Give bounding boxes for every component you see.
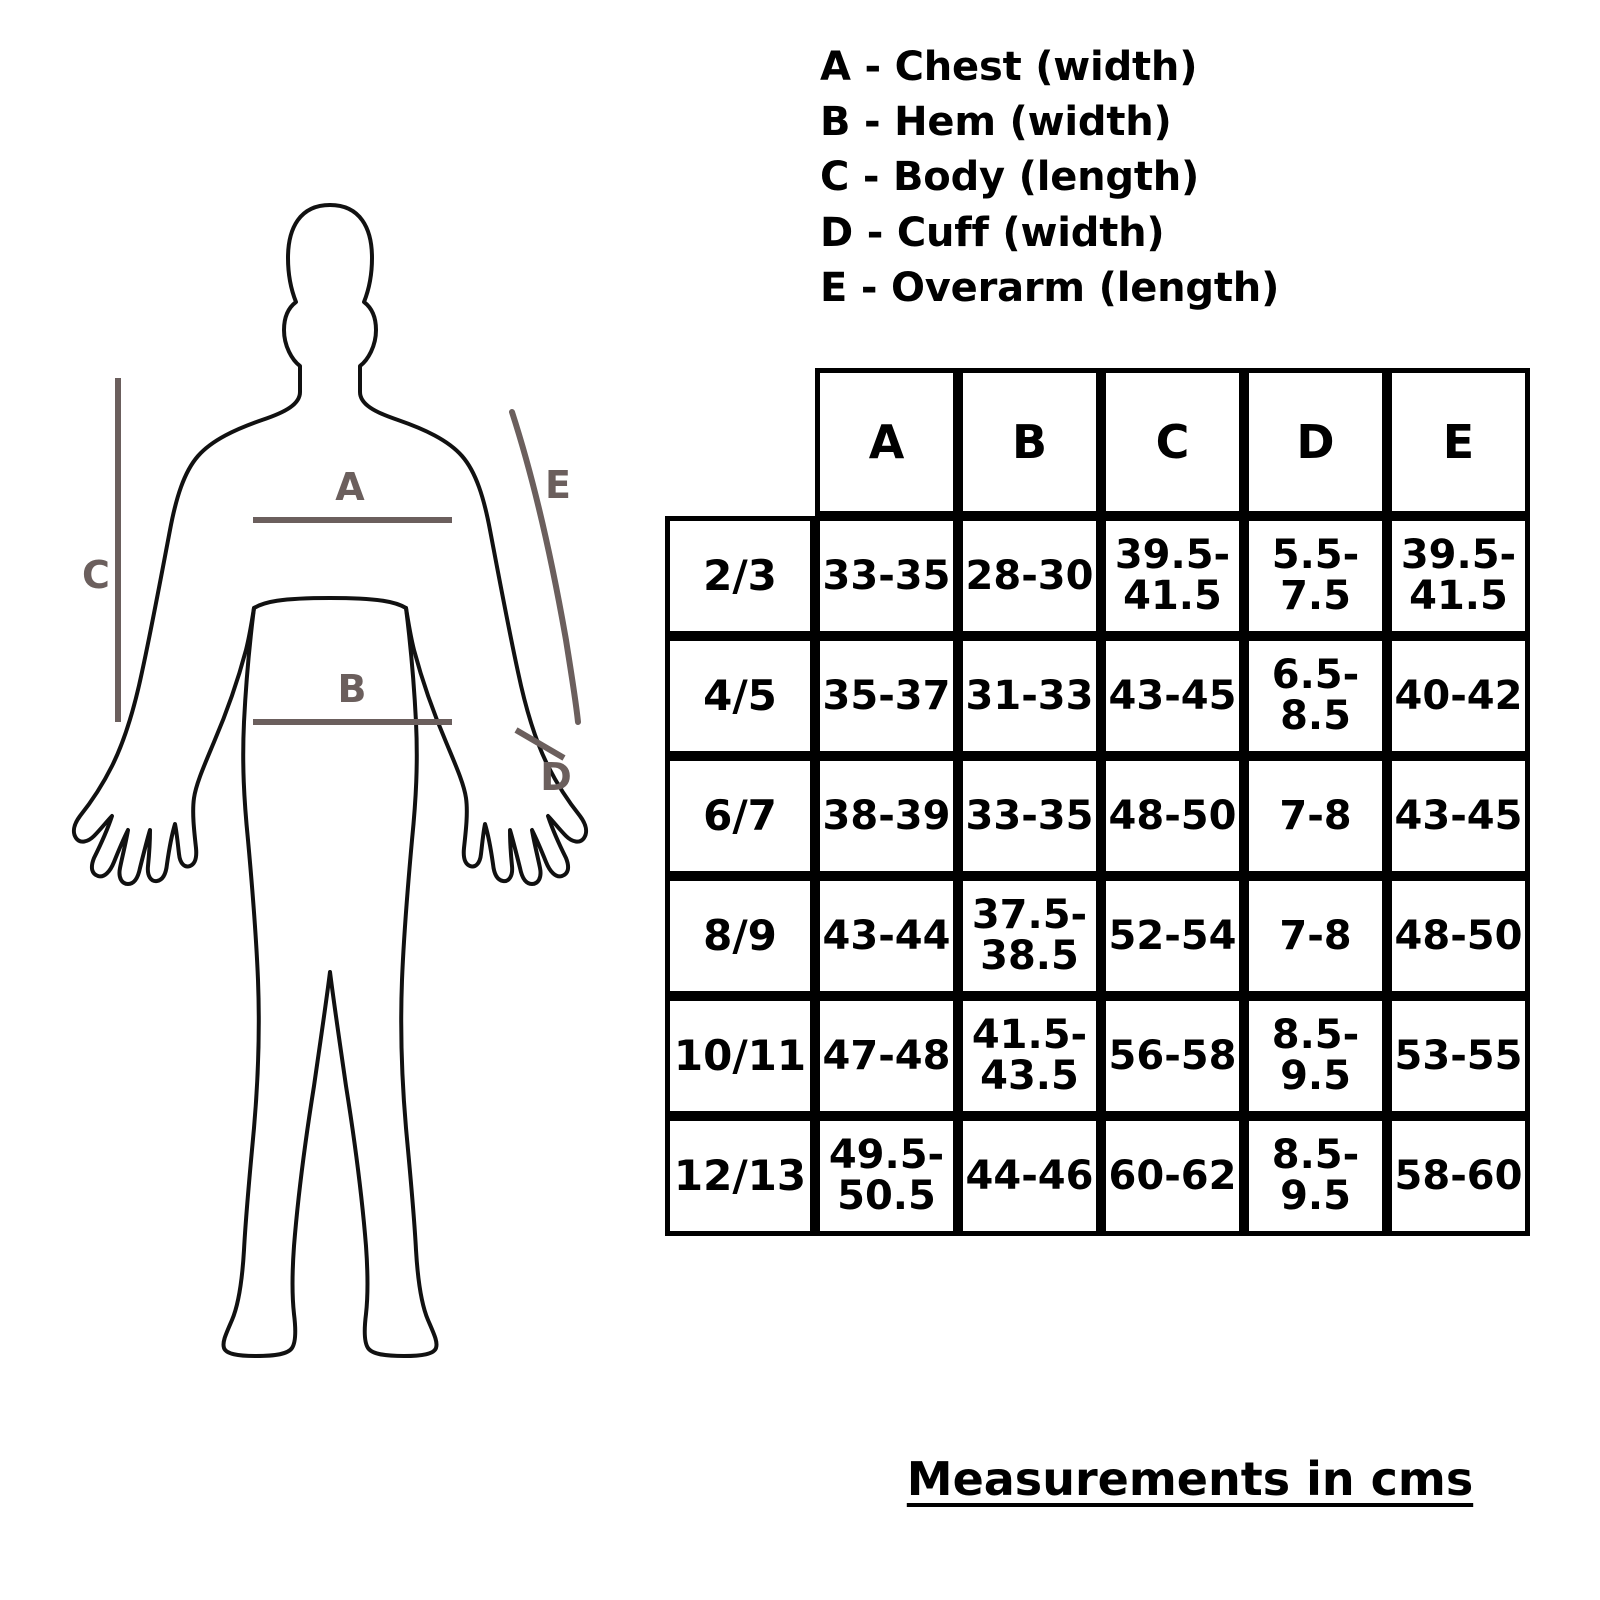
figure-label-e: E [545, 463, 571, 507]
cell-d [1244, 516, 1387, 636]
table-row [665, 1116, 1530, 1236]
cell-c [1101, 636, 1244, 756]
figure-label-b: B [337, 667, 367, 711]
row-size-label: 2/3 [665, 516, 815, 636]
body-outline-diagram [0, 0, 660, 1450]
cell-d [1244, 756, 1387, 876]
cell-b [958, 876, 1101, 996]
cell-e [1387, 1116, 1530, 1236]
cell-c [1101, 516, 1244, 636]
cell-c [1101, 996, 1244, 1116]
cell-c-line1: 48-50 [1108, 792, 1237, 839]
cell-a [815, 1116, 958, 1236]
column-header-d: D [1244, 368, 1387, 516]
cell-a: 33-35 [815, 516, 958, 636]
cell-e-line1: 58-60 [1394, 1152, 1523, 1199]
cell-e [1387, 756, 1530, 876]
table-row [665, 756, 1530, 876]
table-row [665, 516, 1530, 636]
cell-e [1387, 516, 1530, 636]
cell-b-line1: 37.5- [971, 892, 1088, 939]
cell-d-line1: 5.5- [1271, 532, 1360, 579]
size-chart-table [665, 368, 1530, 1236]
human-body-outline [74, 205, 586, 1356]
cell-b-line2: 38.5 [980, 933, 1079, 979]
legend-item-c: C - Body (length) [820, 154, 1200, 201]
cell-d-line1: 8.5- [1271, 1012, 1360, 1059]
legend-item-b: B - Hem (width) [820, 99, 1172, 146]
legend-item-d: D - Cuff (width) [820, 209, 1165, 256]
cell-d-line1: 7-8 [1279, 912, 1352, 959]
table-corner-cell [665, 368, 815, 516]
cell-c-line1: 52-54 [1108, 912, 1237, 959]
cell-c-line1: 39.5- [1114, 532, 1231, 579]
table-row [665, 636, 1530, 756]
table-header [665, 368, 1530, 516]
cell-c [1101, 1116, 1244, 1236]
measurement-unit-note: Measurements in cms [906, 1452, 1474, 1506]
cell-e-line1: 40-42 [1394, 672, 1523, 719]
cell-e-line1: 43-45 [1394, 792, 1523, 839]
column-header-e: E [1387, 368, 1530, 516]
legend-item-a: A - Chest (width) [820, 44, 1198, 90]
cell-b-line1: 41.5- [971, 1012, 1088, 1059]
cell-b [958, 996, 1101, 1116]
cell-d [1244, 636, 1387, 756]
column-header-c: C [1101, 368, 1244, 516]
cell-e-line1: 39.5- [1400, 532, 1517, 579]
measurement-legend [820, 40, 1560, 316]
cell-d-line2: 7.5 [1280, 573, 1351, 619]
cell-a-line1: 49.5- [828, 1132, 945, 1179]
cell-e [1387, 876, 1530, 996]
table-body [665, 516, 1530, 1236]
cell-a: 47-48 [815, 996, 958, 1116]
table-header-row [665, 368, 1530, 516]
body-figure-panel [0, 0, 660, 1450]
cell-c-line1: 43-45 [1108, 672, 1237, 719]
row-size-label: 6/7 [665, 756, 815, 876]
cell-d [1244, 996, 1387, 1116]
cell-d-line1: 7-8 [1279, 792, 1352, 839]
cell-a: 38-39 [815, 756, 958, 876]
cell-d-line2: 8.5 [1280, 693, 1351, 739]
legend-item-e: E - Overarm (length) [820, 264, 1280, 311]
cell-b: 28-30 [958, 516, 1101, 636]
figure-label-d: D [540, 755, 572, 799]
column-header-a: A [815, 368, 958, 516]
cell-e-line1: 48-50 [1394, 912, 1523, 959]
cell-c-line1: 56-58 [1108, 1032, 1237, 1079]
measure-line-e [512, 412, 578, 722]
cell-b: 44-46 [958, 1116, 1101, 1236]
cell-d [1244, 1116, 1387, 1236]
cell-d-line1: 6.5- [1271, 652, 1360, 699]
figure-label-c: C [82, 553, 110, 597]
cell-c-line2: 41.5 [1123, 573, 1222, 619]
cell-a: 35-37 [815, 636, 958, 756]
cell-b: 31-33 [958, 636, 1101, 756]
table-row [665, 996, 1530, 1116]
cell-c [1101, 756, 1244, 876]
row-size-label: 8/9 [665, 876, 815, 996]
cell-e-line1: 53-55 [1394, 1032, 1523, 1079]
column-header-b: B [958, 368, 1101, 516]
cell-e [1387, 636, 1530, 756]
table-row [665, 876, 1530, 996]
cell-d [1244, 876, 1387, 996]
cell-d-line2: 9.5 [1280, 1173, 1351, 1219]
cell-a: 43-44 [815, 876, 958, 996]
cell-d-line1: 8.5- [1271, 1132, 1360, 1179]
cell-e [1387, 996, 1530, 1116]
row-size-label: 12/13 [665, 1116, 815, 1236]
cell-d-line2: 9.5 [1280, 1053, 1351, 1099]
row-size-label: 4/5 [665, 636, 815, 756]
cell-c-line1: 60-62 [1108, 1152, 1237, 1199]
figure-label-a: A [335, 465, 365, 509]
cell-a-line2: 50.5 [837, 1173, 936, 1219]
cell-e-line2: 41.5 [1409, 573, 1508, 619]
measure-line-d [516, 730, 564, 758]
cell-c [1101, 876, 1244, 996]
cell-b-line2: 43.5 [980, 1053, 1079, 1099]
row-size-label: 10/11 [665, 996, 815, 1116]
cell-b: 33-35 [958, 756, 1101, 876]
